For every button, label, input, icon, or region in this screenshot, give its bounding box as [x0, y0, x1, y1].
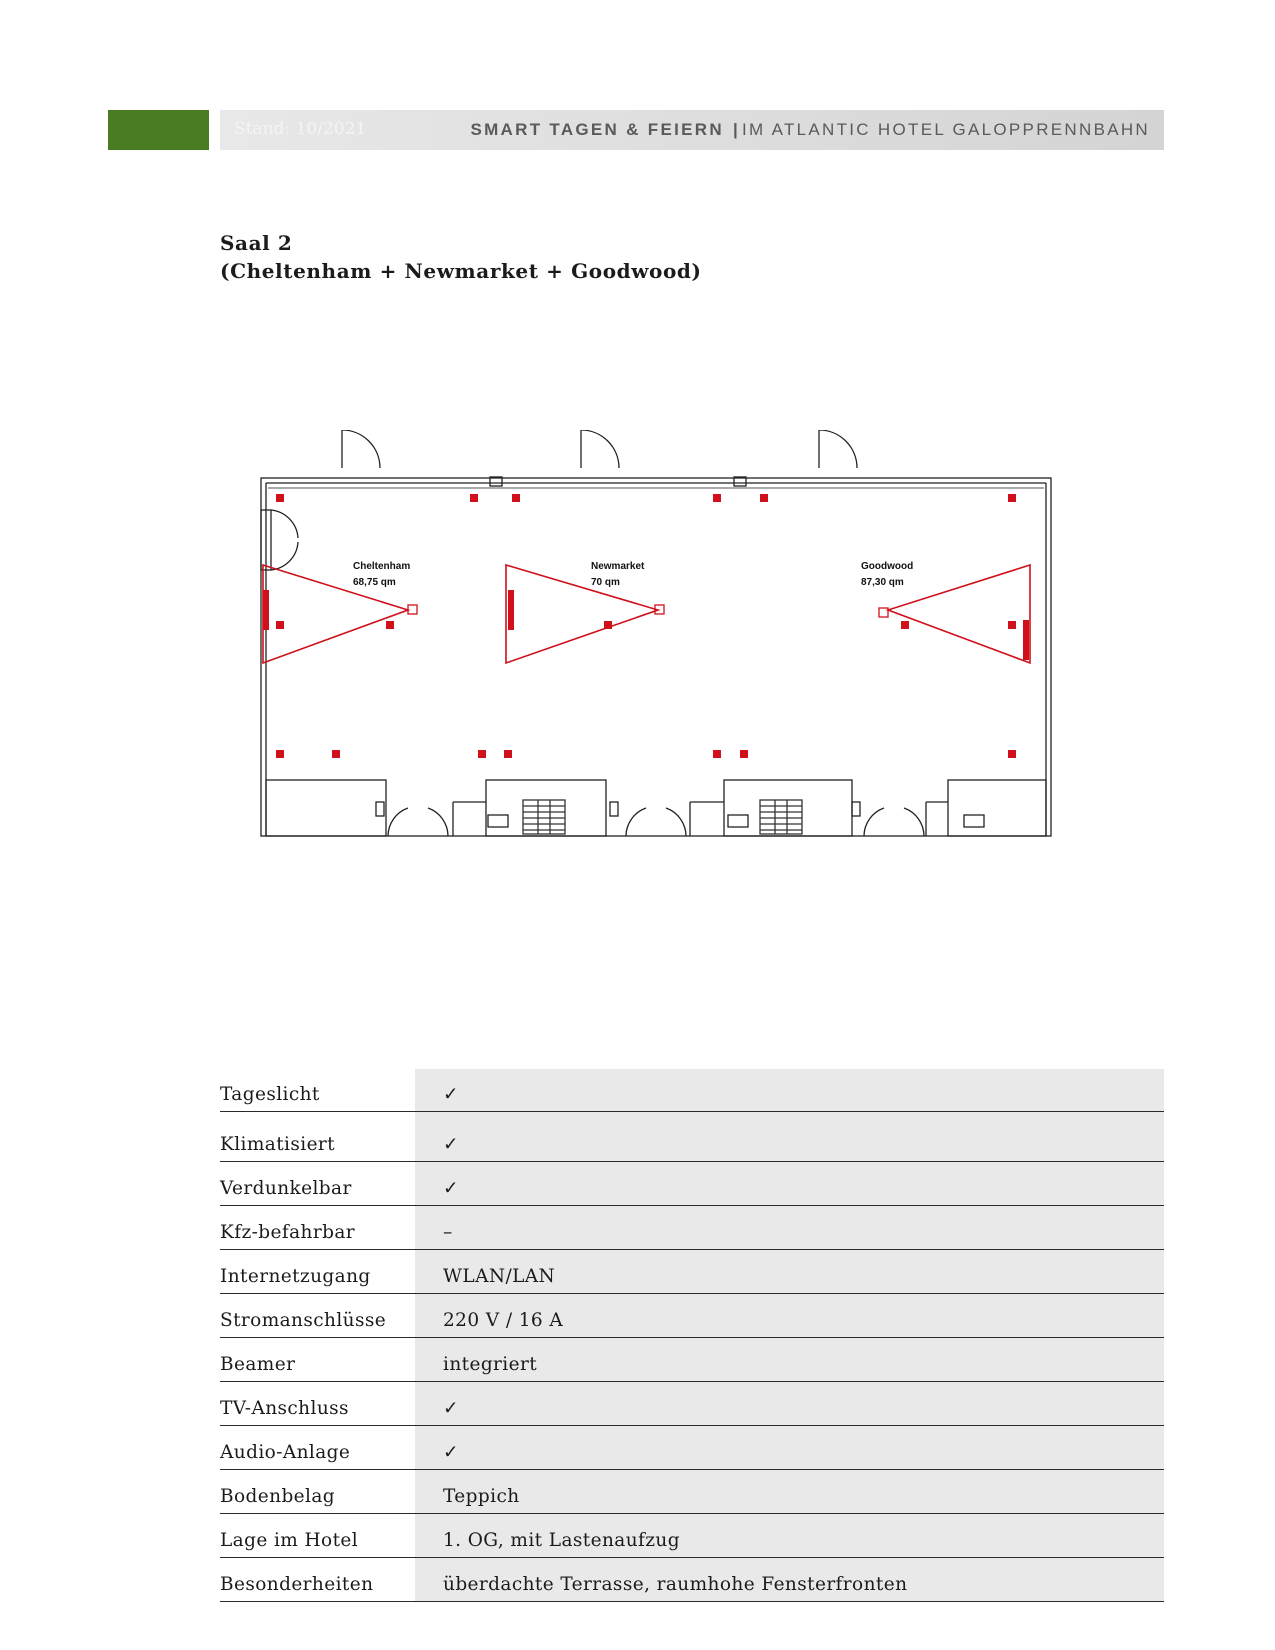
feature-label: TV-Anschluss	[220, 1398, 349, 1419]
room-area-cheltenham: 68,75 qm	[353, 577, 396, 588]
feature-label: Stromanschlüsse	[220, 1310, 387, 1331]
feature-value: ✓	[415, 1162, 1164, 1205]
service-room-left	[266, 780, 386, 836]
feature-value: 1. OG, mit Lastenaufzug	[415, 1514, 1164, 1557]
table-row	[220, 1558, 1164, 1602]
feature-value: Teppich	[415, 1470, 1164, 1513]
brand-bold: SMART TAGEN & FEIERN	[470, 120, 724, 139]
room-area-newmarket: 70 qm	[591, 577, 620, 588]
header-bar	[220, 110, 1164, 150]
feature-value: ✓	[415, 1112, 1164, 1161]
socket-marker	[276, 494, 284, 502]
feature-label: Besonderheiten	[220, 1574, 374, 1595]
table-row	[220, 1382, 1164, 1426]
feature-label: Lage im Hotel	[220, 1530, 359, 1551]
table-row	[220, 1426, 1164, 1470]
feature-label: Internetzugang	[220, 1266, 371, 1287]
features-table	[220, 1069, 1164, 1602]
brand-rest: IM ATLANTIC HOTEL GALOPPRENNBAHN	[742, 120, 1150, 139]
room-label-goodwood: Goodwood	[861, 561, 914, 572]
table-row	[220, 1112, 1164, 1162]
feature-label: Audio-Anlage	[220, 1442, 351, 1463]
room-label-cheltenham: Cheltenham	[353, 561, 411, 572]
feature-value: ✓	[415, 1382, 1164, 1425]
outer-wall	[261, 478, 1051, 836]
feature-value: –	[415, 1206, 1164, 1249]
room-area-goodwood: 87,30 qm	[861, 577, 904, 588]
feature-value: integriert	[415, 1338, 1164, 1381]
feature-value: ✓	[415, 1069, 1164, 1111]
feature-value: WLAN/LAN	[415, 1250, 1164, 1293]
top-door-2	[581, 430, 619, 468]
title-line-2: (Cheltenham + Newmarket + Goodwood)	[220, 259, 702, 283]
top-door-3	[819, 430, 857, 468]
page-title	[220, 229, 702, 285]
table-row	[220, 1470, 1164, 1514]
feature-value: 220 V / 16 A	[415, 1294, 1164, 1337]
table-row	[220, 1338, 1164, 1382]
table-row	[220, 1250, 1164, 1294]
projection-goodwood	[888, 565, 1030, 663]
feature-label: Beamer	[220, 1354, 296, 1375]
table-row	[220, 1206, 1164, 1250]
table-row	[220, 1514, 1164, 1558]
accent-block	[108, 110, 209, 150]
brand-title	[470, 120, 1150, 140]
table-row	[220, 1294, 1164, 1338]
feature-label: Verdunkelbar	[220, 1178, 352, 1199]
service-room-right	[948, 780, 1046, 836]
floor-plan	[258, 430, 1108, 890]
stairs-1	[523, 800, 565, 834]
feature-value: überdachte Terrasse, raumhohe Fensterfronten	[415, 1558, 1164, 1601]
feature-label: Bodenbelag	[220, 1486, 336, 1507]
feature-label: Kfz-befahrbar	[220, 1222, 356, 1243]
stairs-2	[760, 800, 802, 834]
feature-value: ✓	[415, 1426, 1164, 1469]
table-row	[220, 1162, 1164, 1206]
projection-newmarket	[506, 565, 658, 663]
top-door-1	[342, 430, 380, 468]
table-row	[220, 1069, 1164, 1112]
stand-date: Stand: 10/2021	[234, 119, 367, 139]
brand-separator: |	[732, 120, 740, 139]
feature-label: Tageslicht	[220, 1084, 320, 1105]
room-label-newmarket: Newmarket	[591, 561, 645, 572]
feature-label: Klimatisiert	[220, 1134, 336, 1155]
title-line-1: Saal 2	[220, 231, 293, 255]
